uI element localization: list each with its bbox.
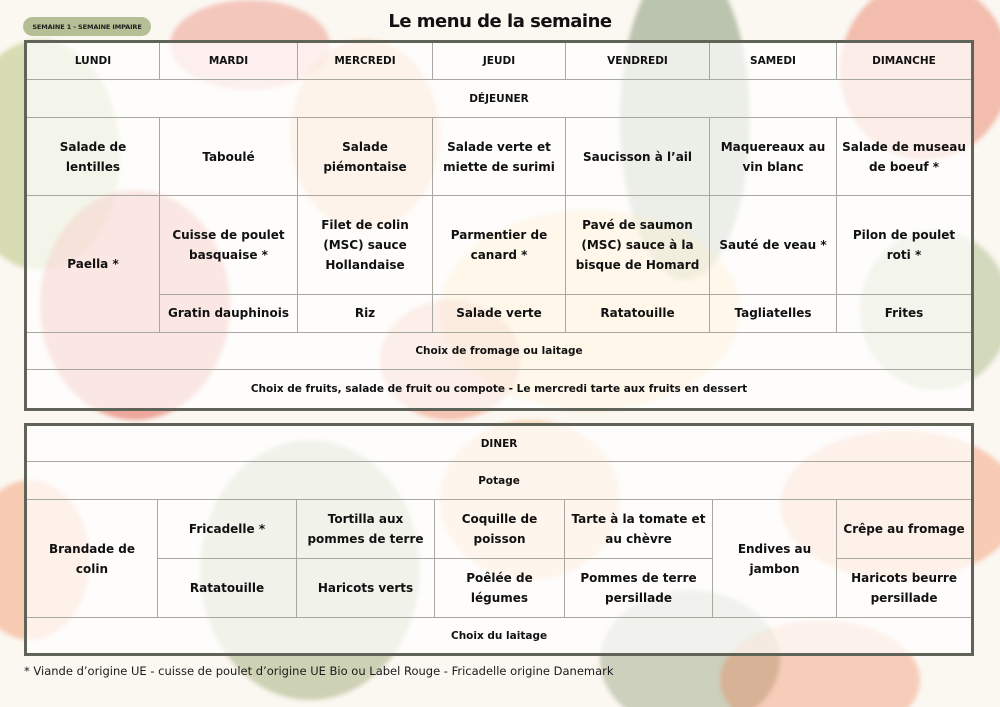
dinner-soup: Potage — [26, 462, 973, 500]
dinner-side: Pommes de terre persillade — [565, 559, 713, 618]
days-header-row — [26, 42, 973, 80]
lunch-dessert: Choix de fruits, salade de fruit ou compote - Le mercredi tarte aux fruits en dessert — [26, 369, 973, 409]
lunch-starter: Salade de lentilles — [26, 118, 160, 196]
day-header: VENDREDI — [566, 42, 710, 80]
dinner-table — [24, 423, 974, 656]
dinner-side: Haricots verts — [297, 559, 435, 618]
dinner-side: Haricots beurre persillade — [837, 559, 973, 618]
lunch-side: Riz — [298, 294, 433, 332]
dinner-main: Tortilla aux pommes de terre — [297, 500, 435, 559]
dinner-main: Fricadelle * — [158, 500, 297, 559]
day-header: JEUDI — [433, 42, 566, 80]
lunch-main: Pilon de poulet roti * — [837, 196, 973, 294]
lunch-starter: Salade piémontaise — [298, 118, 433, 196]
lunch-main: Pavé de saumon (MSC) sauce à la bisque de Homard — [566, 196, 710, 294]
day-header: LUNDI — [26, 42, 160, 80]
day-header: DIMANCHE — [837, 42, 973, 80]
lunch-side: Tagliatelles — [710, 294, 837, 332]
lunch-main: Sauté de veau * — [710, 196, 837, 294]
page-title: Le menu de la semaine — [388, 11, 612, 32]
dinner-main: Coquille de poisson — [435, 500, 565, 559]
lunch-main: Parmentier de canard * — [433, 196, 566, 294]
lunch-starter: Maquereaux au vin blanc — [710, 118, 837, 196]
footnote: * Viande d’origine UE - cuisse de poulet d’origine UE Bio ou Label Rouge - Fricadelle origine Danemark — [24, 664, 614, 678]
lunch-starter: Saucisson à l’ail — [566, 118, 710, 196]
lunch-sides-row — [26, 294, 973, 332]
day-header: SAMEDI — [710, 42, 837, 80]
dinner-side: Ratatouille — [158, 559, 297, 618]
week-badge: SEMAINE 1 - SEMAINE IMPAIRE — [23, 17, 151, 36]
dinner-mains-row — [26, 500, 973, 559]
dinner-main: Crêpe au fromage — [837, 500, 973, 559]
lunch-table — [24, 40, 974, 411]
lunch-starters-row — [26, 118, 973, 196]
lunch-side: Frites — [837, 294, 973, 332]
lunch-side: Ratatouille — [566, 294, 710, 332]
dinner-side: Poêlée de légumes — [435, 559, 565, 618]
day-header: MARDI — [160, 42, 298, 80]
lunch-starter: Salade verte et miette de surimi — [433, 118, 566, 196]
lunch-starter: Salade de museau de boeuf * — [837, 118, 973, 196]
dinner-label: DINER — [26, 425, 973, 462]
dinner-dairy: Choix du laitage — [26, 618, 973, 655]
lunch-main: Filet de colin (MSC) sauce Hollandaise — [298, 196, 433, 294]
lunch-label: DÉJEUNER — [26, 80, 973, 118]
lunch-starter: Taboulé — [160, 118, 298, 196]
lunch-main: Paella * — [26, 196, 160, 332]
dinner-saturday: Endives au jambon — [713, 500, 837, 618]
dinner-main: Tarte à la tomate et au chèvre — [565, 500, 713, 559]
lunch-cheese: Choix de fromage ou laitage — [26, 332, 973, 369]
lunch-main: Cuisse de poulet basquaise * — [160, 196, 298, 294]
lunch-side: Salade verte — [433, 294, 566, 332]
lunch-mains-row — [26, 196, 973, 294]
lunch-side: Gratin dauphinois — [160, 294, 298, 332]
dinner-monday: Brandade de colin — [26, 500, 158, 618]
day-header: MERCREDI — [298, 42, 433, 80]
